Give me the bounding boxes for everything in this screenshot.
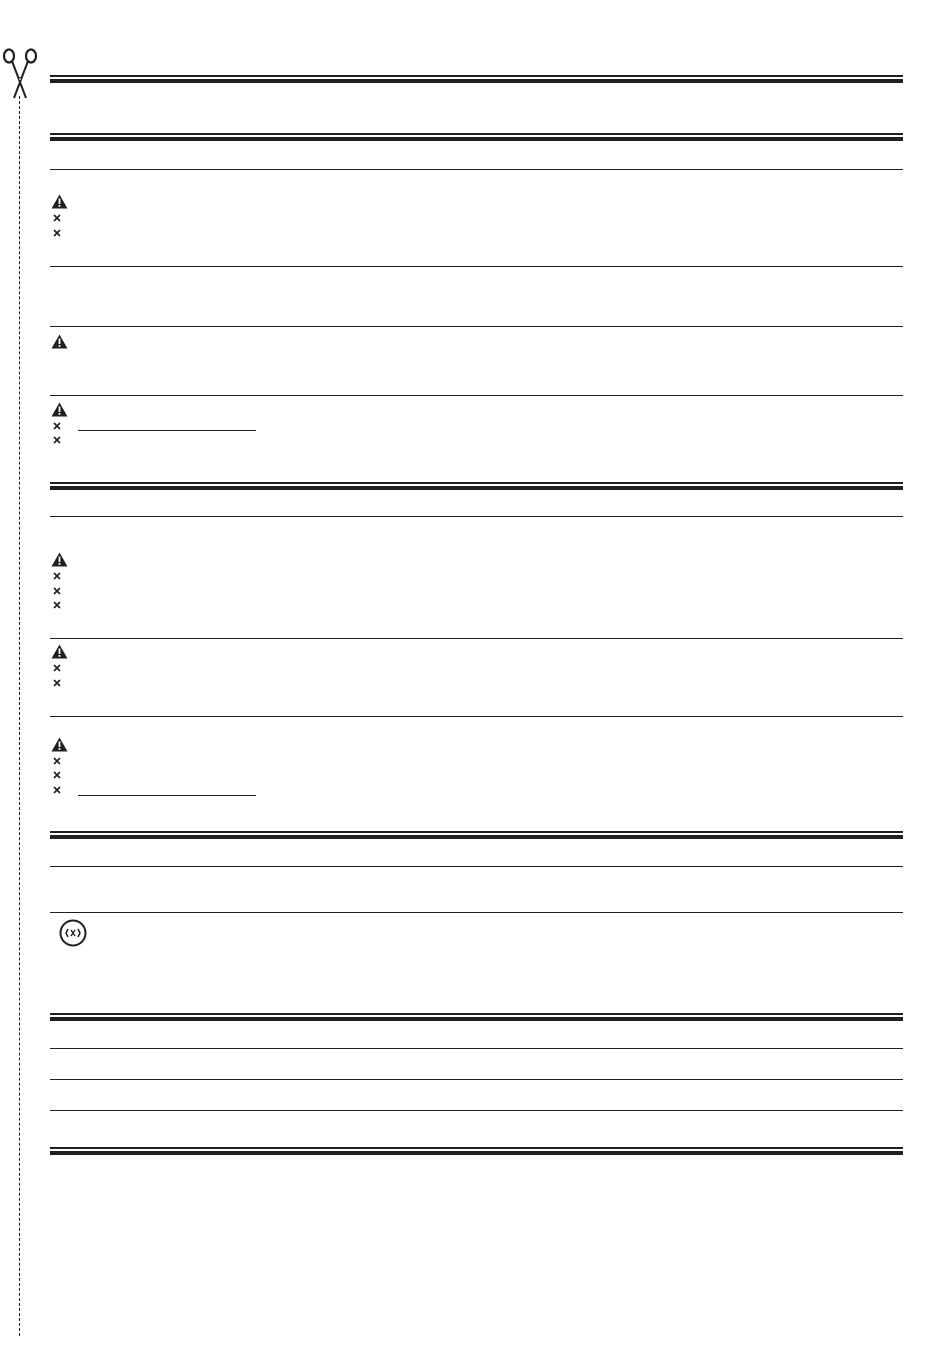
x-bullet-icon bbox=[53, 436, 61, 444]
x-bullet-icon bbox=[53, 679, 61, 687]
warning-triangle-icon bbox=[51, 334, 68, 349]
scissors-icon bbox=[2, 48, 38, 100]
section-3-rule-thick bbox=[50, 486, 903, 490]
x-bullet-icon bbox=[53, 757, 61, 765]
header-rule-thick bbox=[50, 79, 903, 83]
section-1-divider bbox=[50, 266, 903, 267]
x-bullet-icon bbox=[53, 587, 61, 595]
warning-triangle-icon bbox=[51, 737, 68, 752]
x-bullet-icon bbox=[53, 422, 61, 430]
section-5-row-rule-2 bbox=[50, 1079, 903, 1080]
section-1-rule-thick bbox=[50, 137, 903, 141]
x-bullet-icon bbox=[53, 214, 61, 222]
section-5-row-rule-1 bbox=[50, 1048, 903, 1049]
do-not-open-icon bbox=[58, 918, 88, 948]
underlined-blank bbox=[78, 795, 256, 796]
x-bullet-icon bbox=[53, 572, 61, 580]
section-5-rule-thick bbox=[50, 1017, 903, 1021]
x-bullet-icon bbox=[53, 786, 61, 794]
header-rule-thin bbox=[50, 75, 903, 77]
x-bullet-icon bbox=[53, 771, 61, 779]
warning-triangle-icon bbox=[51, 644, 68, 659]
section-5-rule-thin bbox=[50, 1013, 903, 1015]
x-bullet-icon bbox=[53, 229, 61, 237]
section-3-divider bbox=[50, 638, 903, 639]
footer-rule-thin bbox=[50, 1147, 903, 1149]
section-2-divider bbox=[50, 326, 903, 327]
section-1-subrule bbox=[50, 169, 903, 170]
warning-triangle-icon bbox=[51, 402, 68, 417]
cut-line bbox=[19, 96, 20, 1336]
section-4-subrule bbox=[50, 866, 903, 867]
section-3-rule-thin bbox=[50, 482, 903, 484]
section-2-divider-2 bbox=[50, 395, 903, 396]
section-5-row-rule-3 bbox=[50, 1110, 903, 1111]
section-3-subrule bbox=[50, 516, 903, 517]
footer-rule-thick bbox=[50, 1151, 903, 1155]
section-1-rule-thin bbox=[50, 133, 903, 135]
section-4-divider bbox=[50, 912, 903, 913]
section-4-rule-thick bbox=[50, 835, 903, 839]
warning-triangle-icon bbox=[51, 552, 68, 567]
warning-triangle-icon bbox=[51, 194, 68, 209]
x-bullet-icon bbox=[53, 664, 61, 672]
underlined-blank bbox=[78, 430, 256, 431]
section-3-divider-2 bbox=[50, 716, 903, 717]
section-4-rule-thin bbox=[50, 831, 903, 833]
x-bullet-icon bbox=[53, 601, 61, 609]
